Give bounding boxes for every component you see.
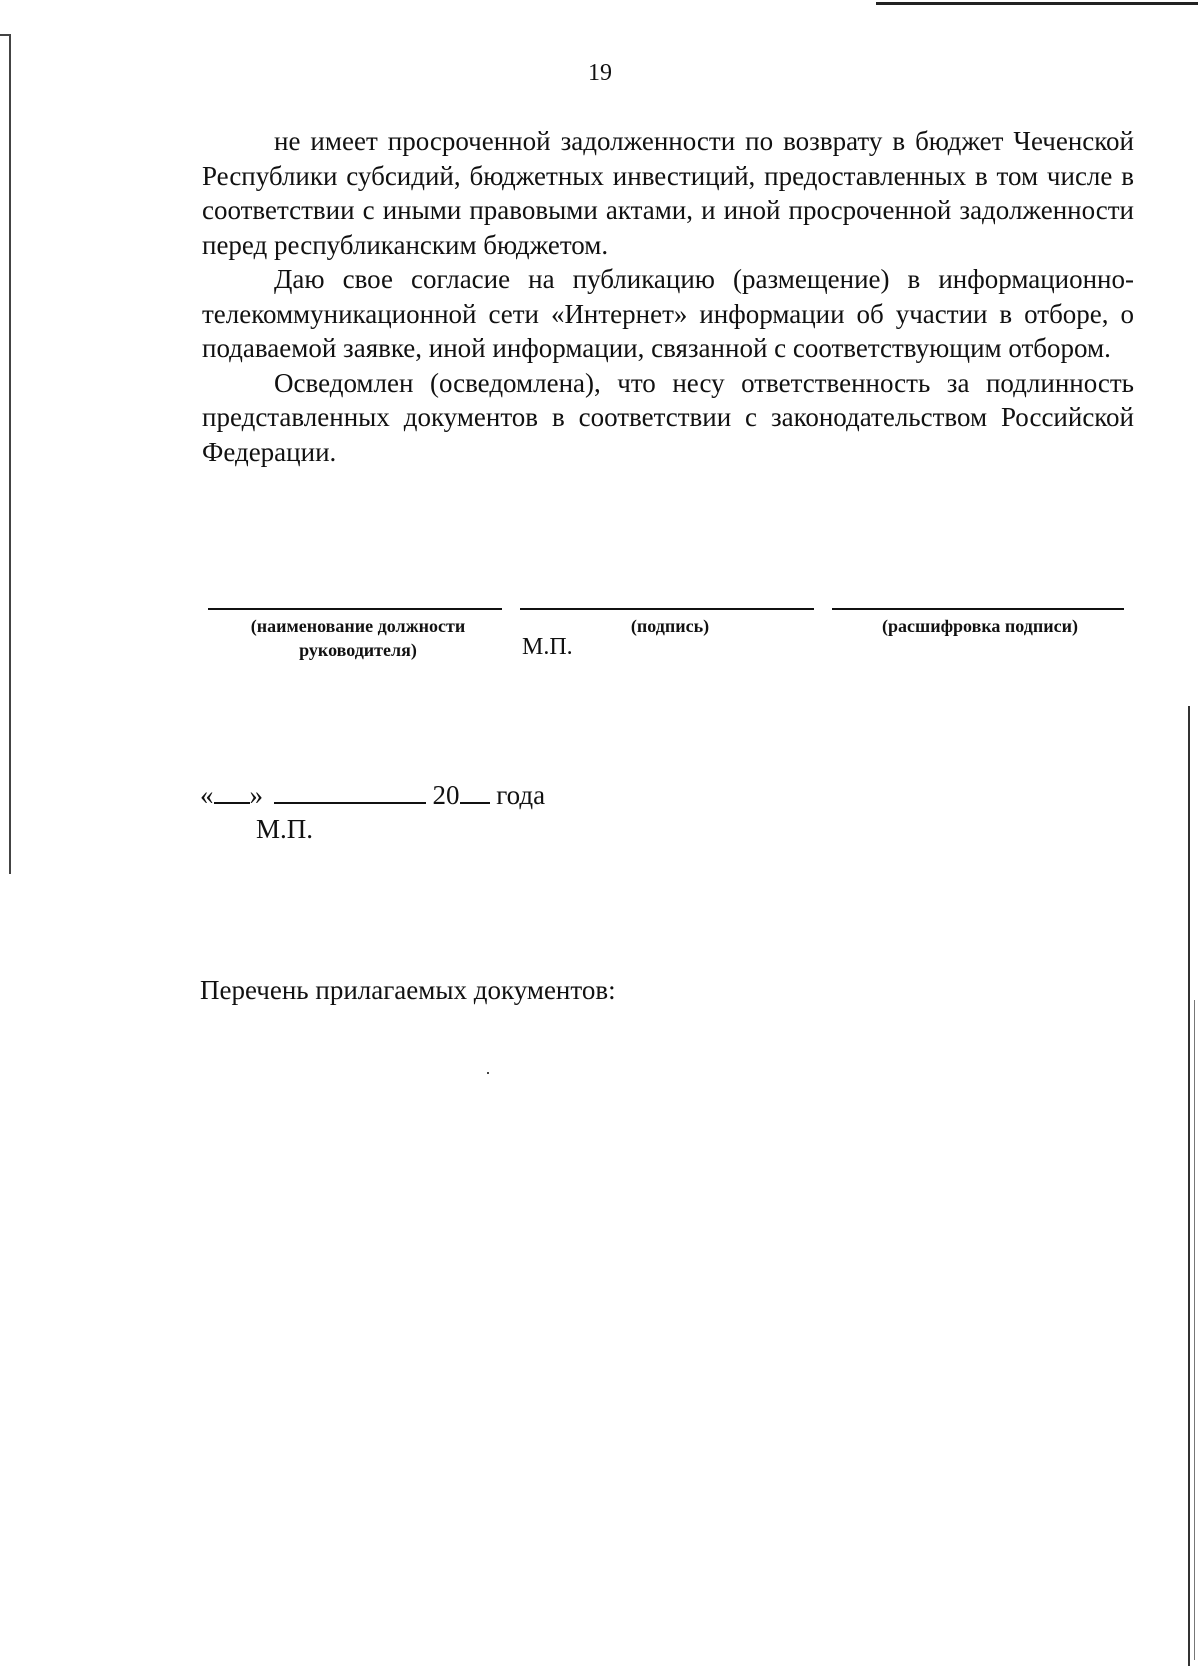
decoding-caption: (расшифровка подписи) bbox=[882, 616, 1078, 636]
scan-edge-right-inner bbox=[1194, 1000, 1195, 1660]
page-number: 19 bbox=[588, 60, 612, 86]
scan-edge-left bbox=[9, 34, 11, 874]
scan-edge-top bbox=[876, 2, 1198, 5]
paragraph-publication-consent: Даю свое согласие на публикацию (размещение) в информационно-телекоммуникационной сети «Интернет» информации об участии в отборе, о подаваемой заявке, иной информации, связанной с соответствующим отбором. bbox=[202, 264, 1134, 363]
paragraph-debt-status: не имеет просроченной задолженности по возврату в бюджет Чеченской Республики субсидий, бюджетных инвестиций, предоставленных в том числе в соответствии с иными правовыми актами, и иной просроченной задолженности перед республиканским бюджетом. bbox=[202, 126, 1134, 260]
date-stamp-label: М.П. bbox=[256, 814, 314, 844]
year-prefix: 20 bbox=[432, 780, 460, 810]
scan-edge-right bbox=[1188, 706, 1190, 1666]
year-blank bbox=[460, 780, 490, 804]
signature-caption: (подпись) bbox=[630, 616, 710, 636]
document-body bbox=[202, 124, 1134, 469]
stamp-label: М.П. bbox=[522, 634, 573, 660]
year-suffix: года bbox=[496, 780, 546, 810]
close-quote: » bbox=[249, 780, 263, 810]
scan-speck bbox=[487, 1072, 489, 1074]
signature-line bbox=[520, 608, 814, 610]
date-line bbox=[200, 780, 545, 811]
decoding-signature-line bbox=[832, 608, 1124, 610]
position-signature-line bbox=[208, 608, 502, 610]
month-blank bbox=[274, 780, 426, 804]
open-quote: « bbox=[200, 780, 214, 810]
attachments-heading: Перечень прилагаемых документов: bbox=[200, 975, 616, 1005]
day-blank bbox=[214, 780, 250, 804]
paragraph-responsibility: Осведомлен (осведомлена), что несу ответственность за подлинность представленных документов в соответствии с законодательством Российской Федерации. bbox=[202, 367, 1134, 467]
position-caption: (наименование должности руководителя) bbox=[250, 616, 466, 660]
